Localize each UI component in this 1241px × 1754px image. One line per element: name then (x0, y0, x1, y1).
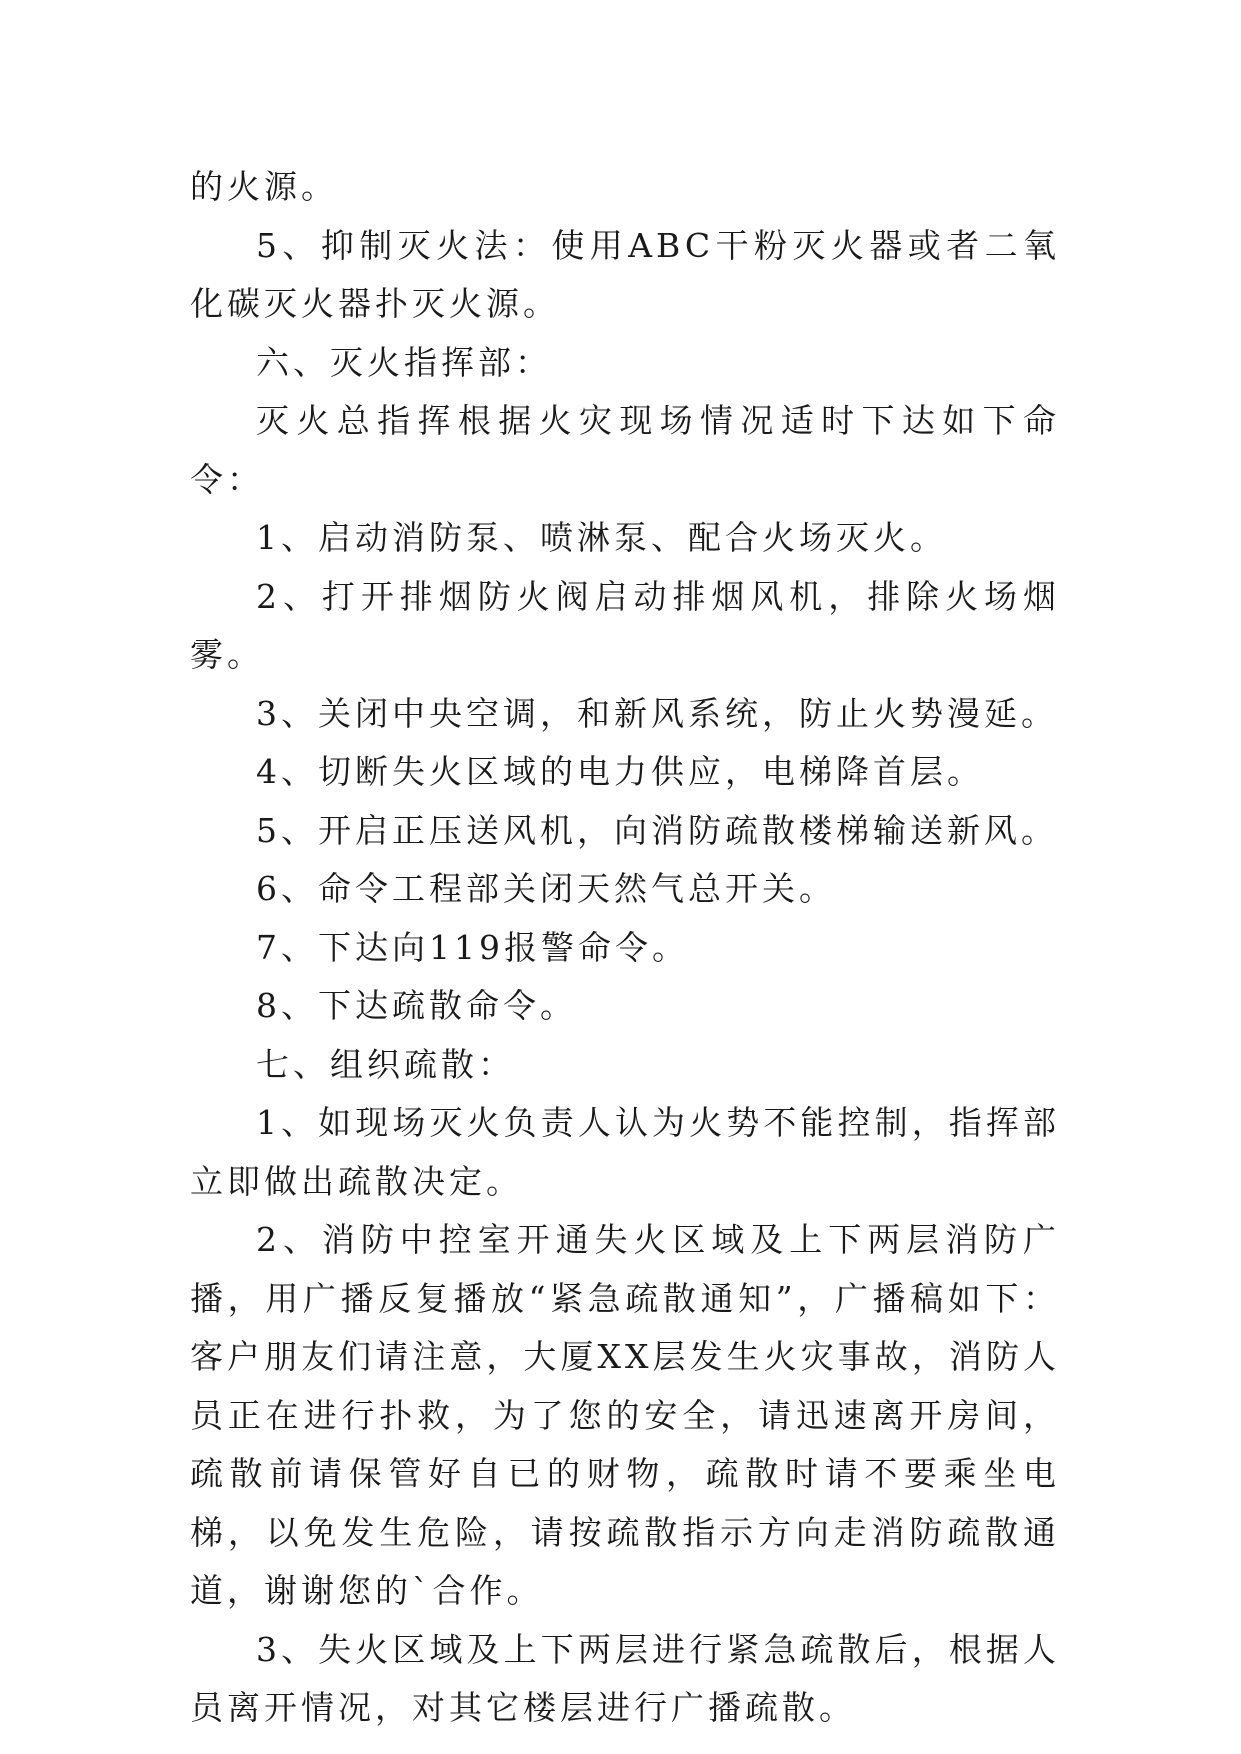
list-item: 2、消防中控室开通失火区域及上下两层消防广播，用广播反复播放“紧急疏散通知”，广播稿如下：客户朋友们请注意，大厦XX层发生火灾事故，消防人员正在进行扑救，为了您的安全，请迅速离开房间，疏散前请保管好自已的财物，疏散时请不要乘坐电梯，以免发生危险，请按疏散指示方向走消防疏散通道，谢谢您的`合作。 (190, 1220, 1060, 1610)
list-item: 8、下达疏散命令。 (256, 986, 577, 1025)
list-item: 6、命令工程部关闭天然气总开关。 (256, 869, 836, 908)
list-item: 2、打开排烟防火阀启动排烟风机，排除火场烟雾。 (190, 576, 1060, 674)
list-item: 5、开启正压送风机，向消防疏散楼梯输送新风。 (256, 810, 1058, 850)
paragraph: 5、抑制灭火法：使用ABC干粉灭火器或者二氧化碳灭火器扑灭火源。 (190, 225, 1060, 323)
list-item: 4、切断失火区域的电力供应，电梯降首层。 (256, 752, 984, 791)
list-item: 1、启动消防泵、喷淋泵、配合火场灭火。 (256, 518, 947, 557)
list-item: 1、如现场灭火负责人认为火势不能控制，指挥部立即做出疏散决定。 (190, 1103, 1060, 1201)
paragraph: 灭火总指挥根据火灾现场情况适时下达如下命令： (190, 401, 1060, 499)
paragraph: 的火源。 (190, 167, 338, 206)
list-item: 3、失火区域及上下两层进行紧急疏散后，根据人员离开情况，对其它楼层进行广播疏散。 (190, 1629, 1060, 1727)
list-item: 3、关闭中央空调，和新风系统，防止火势漫延。 (256, 693, 1058, 733)
document-body (190, 158, 1060, 1738)
list-item: 7、下达向119报警命令。 (256, 927, 689, 967)
section-heading: 六、灭火指挥部： (256, 342, 552, 382)
section-heading: 七、组织疏散： (256, 1044, 515, 1084)
